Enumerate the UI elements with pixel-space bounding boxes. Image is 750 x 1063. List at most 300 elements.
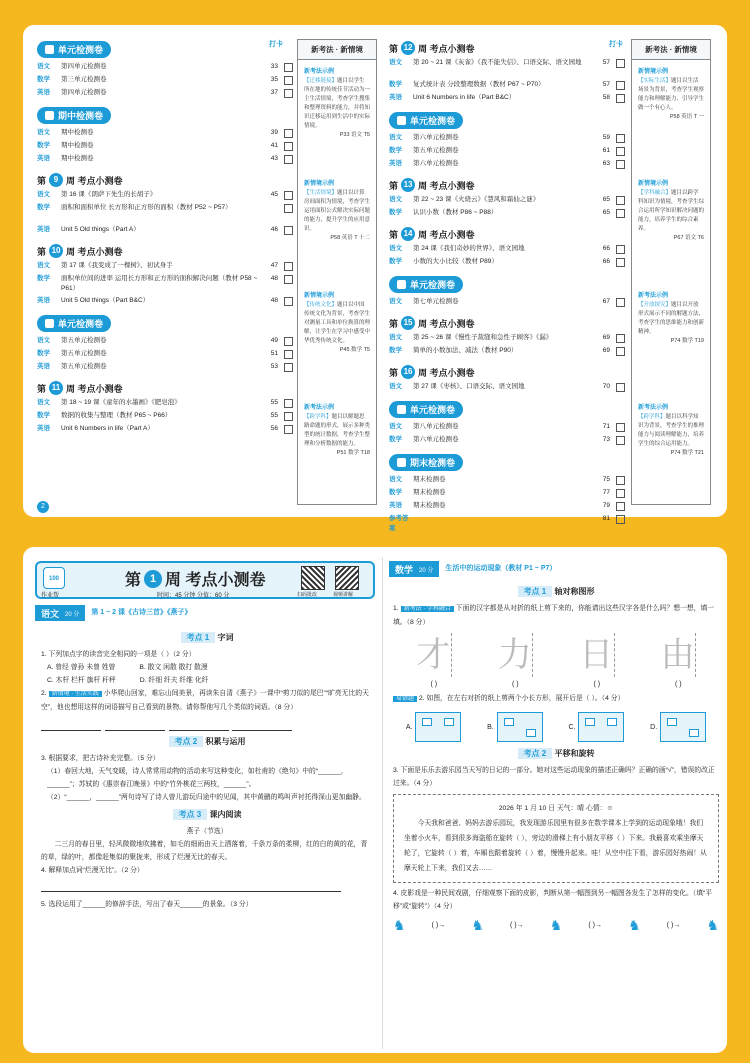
contents-row[interactable] <box>389 244 625 257</box>
tip-text: 题目以解题思路命题的形式，展示多种类型的统计数据，考查学生整理和分析数据的能力。 <box>304 414 371 447</box>
sidebox-title: 新考法 · 新情境 <box>298 40 376 60</box>
checkin-checkbox[interactable] <box>284 89 293 98</box>
tip-tag: 【生活情境】 <box>304 190 338 196</box>
m4: 4. 皮影戏是一种民间戏剧，仔细观察下面的皮影，判断从第一幅图到另一幅图各发生了怎样的变化。（填“平移”或“旋转”）（4 分） <box>393 890 713 910</box>
section-label: 单元检测卷 <box>410 405 456 415</box>
option-letter: A. <box>405 723 413 731</box>
m2-options <box>393 712 719 742</box>
hanzi-answer-1[interactable]: ( ) <box>430 681 438 688</box>
tip-body <box>304 413 370 449</box>
option-figure <box>497 712 543 742</box>
page-divider <box>382 557 383 1049</box>
subject-label: 语文 <box>389 59 402 66</box>
checkin-checkbox[interactable] <box>284 350 293 359</box>
cut-rect <box>444 718 454 726</box>
lesson-title: 第三单元检测卷 <box>61 76 107 83</box>
tip-text: 题目以跨学科知识为情境，考查学生综合运用所学知识解决问题的能力，培养学生的综合素养。 <box>638 190 705 232</box>
contents-row[interactable] <box>37 362 293 375</box>
option-figure <box>660 712 706 742</box>
q3: 3. 根据要求，把古诗补充完整。（5 分） <box>41 755 160 762</box>
checkin-checkbox[interactable] <box>284 76 293 85</box>
mk2: 考点 2 平移和旋转 <box>393 748 719 759</box>
subject-label: 数学 <box>389 147 402 154</box>
folded-character: 由 <box>660 635 695 675</box>
puppet-answer[interactable]: ( )→ <box>431 922 446 929</box>
lesson-title: 期中检测卷 <box>61 129 94 136</box>
tip-text: 题目以科学知识为背景，考查学生的推理能力与阅读理解能力，培养学生的综合运用能力。 <box>638 414 705 447</box>
tip-source: P58 英语 T 一 <box>669 114 704 120</box>
contents-row[interactable] <box>389 488 625 501</box>
lesson-title: 第 20 ~ 21 课《灰雀》《我不能失信》、口语交际、语文园地 <box>413 59 582 66</box>
contents-row[interactable] <box>37 336 293 349</box>
checkin-checkbox[interactable] <box>616 502 625 511</box>
contents-row[interactable] <box>37 274 293 296</box>
contents-row[interactable] <box>389 475 625 488</box>
checkin-checkbox[interactable] <box>616 209 625 218</box>
chinese-score: 20 分 <box>65 611 80 618</box>
contents-row[interactable] <box>389 346 625 359</box>
lesson-title: 认识小数（教材 P86 ~ P88） <box>413 209 498 216</box>
folded-character: 力 <box>497 635 532 675</box>
tip-body <box>638 77 704 113</box>
book-icon <box>397 116 406 125</box>
week-prefix: 第 <box>389 318 399 329</box>
week-number-badge: 16 <box>401 365 415 379</box>
puppet-figure-icon: ♞ <box>393 917 406 933</box>
tip-text: 题目以开放形式展示不同的解题方法，考查学生的思维能力和创新精神。 <box>638 302 705 335</box>
contents-row[interactable] <box>37 154 293 167</box>
checkin-checkbox[interactable] <box>616 489 625 498</box>
daka-label-right: 打卡 <box>609 41 623 48</box>
subject-label: 英语 <box>37 89 50 96</box>
option-1[interactable] <box>406 712 462 742</box>
checkin-checkbox[interactable] <box>616 81 625 90</box>
section-heading <box>389 112 625 129</box>
section-pill <box>37 41 111 58</box>
checkin-checkbox[interactable] <box>616 160 625 169</box>
tip-text: 题目以学生所在地的传统佳节活动为一主生活情境，考查学生搜集和整理资料的能力，并将知识迁移运用到生活中的实际情境。 <box>304 78 371 129</box>
page-ref: 41 <box>270 142 278 149</box>
checkin-checkbox[interactable] <box>284 297 293 306</box>
example-tip <box>638 292 704 396</box>
page-ref: 57 <box>602 59 610 66</box>
page-ref: 55 <box>270 412 278 419</box>
hanzi-answer-3[interactable]: ( ) <box>593 681 601 688</box>
contents-row[interactable] <box>389 514 625 534</box>
subject-label: 数学 <box>389 81 402 88</box>
week-prefix: 第 <box>389 229 399 240</box>
lesson-title: 第四单元检测卷 <box>61 63 107 70</box>
week-heading <box>389 316 625 330</box>
contents-left-column <box>37 35 293 437</box>
lesson-title: 面积和面积单位 长方形和正方形的面积（教材 P52 ~ P57） <box>61 204 232 211</box>
tip-tag: 【实际生活】 <box>638 78 672 84</box>
q5: 5. 选段运用了______的修辞手法，写出了春天______的景象。（3 分） <box>41 901 253 908</box>
page-ref: 53 <box>270 363 278 370</box>
contents-row[interactable] <box>389 195 625 208</box>
answer-line[interactable] <box>105 730 165 731</box>
q4: 4. 解释加点词“烂漫无比”。（2 分） <box>41 867 144 874</box>
tip-body <box>304 301 370 346</box>
lesson-title: Unit 6 Numbers in life（Part B&C） <box>413 94 516 101</box>
contents-row[interactable] <box>389 333 625 346</box>
lesson-title: 简单的小数加法、减法（教材 P90） <box>413 347 518 354</box>
contents-row[interactable] <box>389 93 625 106</box>
week-prefix: 第 <box>389 180 399 191</box>
contents-row[interactable] <box>389 159 625 172</box>
example-tip <box>638 180 704 284</box>
contents-row[interactable] <box>37 75 293 88</box>
week-number-badge: 10 <box>49 244 63 258</box>
checkin-checkbox[interactable] <box>616 334 625 343</box>
tip-title: 新情境示例 <box>638 181 669 187</box>
checkin-checkbox[interactable] <box>284 275 293 284</box>
q1: 1. 下列加点字的读音完全相同的一项是（ ）（2 分） <box>41 651 196 658</box>
subject-label: 英语 <box>389 160 402 167</box>
lesson-title: Unit 6 Numbers in life（Part A） <box>61 425 154 432</box>
math-score: 20 分 <box>419 567 434 574</box>
example-tip <box>304 292 370 396</box>
section-heading <box>389 454 625 471</box>
tip-body <box>638 301 704 337</box>
lesson-title: 第五单元检测卷 <box>61 350 107 357</box>
diary-text: 今天我和爸爸、妈妈去游乐园玩，我发现游乐园里有很多在数学课本上学到的运动现象哦！我们坐着小火车，看到很多海盗船在旋转（ ），旁边的滑梯上有小朋友平移（ ）下来。我最喜欢乘坐摩天轮了，它旋转（ ）着，车厢也跟着旋转（ ）着，慢慢升起来。哇！从空中往下看，游乐园好热闹！从摩天轮上下来，我们又去…… <box>404 820 707 872</box>
m2-tag: 易错题 <box>393 696 417 702</box>
page-ref: 57 <box>602 81 610 88</box>
q1-option-b[interactable]: B. 散文 闲散 散打 散漫 <box>139 664 208 671</box>
contents-row[interactable] <box>37 398 293 411</box>
week-title: 周 考点小测卷 <box>418 229 475 240</box>
puppet-answer[interactable]: ( )→ <box>588 922 602 929</box>
page-ref: 55 <box>270 399 278 406</box>
lesson-title: 第 16 课《朗萨下先生的长胡子》 <box>61 191 157 198</box>
lesson-title: 第 27 课《枣核》、口语交际、语文园地 <box>413 383 525 390</box>
puppet-answer[interactable]: ( )→ <box>666 922 681 929</box>
cut-rect <box>422 718 432 726</box>
subject-label: 语文 <box>37 129 50 136</box>
week-heading <box>37 173 293 187</box>
contents-row[interactable] <box>389 435 625 448</box>
contents-page <box>20 22 730 532</box>
week-number-badge: 11 <box>49 381 63 395</box>
subject-label: 数学 <box>37 275 50 282</box>
checkin-checkbox[interactable] <box>616 196 625 205</box>
section-heading <box>389 276 625 293</box>
contents-row[interactable] <box>389 382 625 395</box>
lesson-title: 第 18 ~ 19 课《童年的水墨画》《肥皂泡》 <box>61 399 181 406</box>
tip-title: 新考法示例 <box>304 69 335 75</box>
checkin-checkbox[interactable] <box>284 191 293 200</box>
checkin-checkbox[interactable] <box>284 204 293 213</box>
q1-option-c[interactable]: C. 木杆 栏杆 旗杆 秆秤 <box>47 677 116 684</box>
section-label: 单元检测卷 <box>410 280 456 290</box>
mk1: 考点 1 轴对称图形 <box>393 586 719 597</box>
page-ref: 63 <box>602 160 610 167</box>
contents-row[interactable] <box>389 297 625 310</box>
subject-label: 英语 <box>37 425 50 432</box>
checkin-checkbox[interactable] <box>616 94 625 103</box>
checkin-checkbox[interactable] <box>616 59 625 68</box>
contents-row[interactable] <box>37 225 293 238</box>
tip-tag: 【迁移链接】 <box>304 78 338 84</box>
subject-label: 语文 <box>389 334 402 341</box>
checkin-checkbox[interactable] <box>284 363 293 372</box>
checkin-checkbox[interactable] <box>284 425 293 434</box>
checkin-checkbox[interactable] <box>284 129 293 138</box>
chinese-label: 语文 <box>41 608 60 619</box>
cut-rect <box>585 718 595 726</box>
lesson-title: 期末检测卷 <box>413 502 446 509</box>
lesson-title: 第七单元检测卷 <box>413 298 459 305</box>
checkin-checkbox[interactable] <box>284 399 293 408</box>
subject-label: 语文 <box>389 134 402 141</box>
tip-tag: 【跨学科】 <box>638 414 666 420</box>
checkin-checkbox[interactable] <box>616 258 625 267</box>
contents-row[interactable] <box>37 296 293 309</box>
cut-rect <box>607 718 617 726</box>
page-ref: 67 <box>602 298 610 305</box>
q3a: （1）春回大地，天气变暖，诗人常常用动物的活动来写这种变化，如杜甫的《绝句》中的“______，______”；苏轼的《惠崇春江晚景》中的“竹外桃花三两枝，______”。 <box>47 768 348 788</box>
option-2[interactable] <box>487 712 543 742</box>
hanzi-answer-4[interactable]: ( ) <box>674 681 682 688</box>
week-title: 周 考点小测卷 <box>66 175 123 186</box>
q3b: （2）“______，______”两句诗写了诗人曾儿游玩归途中的见闻，其中黄鹂的鸣叫声衬托得深山更加幽静。 <box>47 794 366 801</box>
lesson-title: 第六单元检测卷 <box>413 160 459 167</box>
subject-label: 数学 <box>37 412 50 419</box>
math-topic: 生活中的运动现象（教材 P1 ~ P7） <box>439 561 721 577</box>
kd3: 考点 3 课内阅读 <box>41 809 373 820</box>
subject-label: 英语 <box>389 94 402 101</box>
page-ref: 39 <box>270 129 278 136</box>
subject-label: 语文 <box>389 196 402 203</box>
quiz-header <box>35 561 375 599</box>
lesson-title: 第四单元检测卷 <box>61 89 107 96</box>
tip-title: 新考法示例 <box>638 405 669 411</box>
folded-character: 才 <box>416 635 451 675</box>
tip-tag: 【学科融合】 <box>638 190 672 196</box>
tip-source: P67 语文 T6 <box>673 235 704 241</box>
page-ref: 59 <box>602 134 610 141</box>
week-heading <box>37 244 293 258</box>
qr-code-video[interactable] <box>335 566 359 590</box>
section-label: 期末检测卷 <box>410 458 456 468</box>
page-ref: 43 <box>270 155 278 162</box>
subject-label: 语文 <box>37 399 50 406</box>
chinese-questions: 考点 1 字词 1. 下列加点字的读音完全相同的一项是（ ）（2 分） A. 曾经 曾孙 未曾 姓曾 B. 散文 闲散 散打 散漫 C. 木杆 栏杆 旗杆 秆秤 D. 纤细 纤夫 纤维 化纤 2. 新情境 · 生活实践 小华爬山回家，难忘山间美景，再读朱自清《燕子》一课中“剪刀似的尾巴”“旷亮无比的天空”，他也想用这样的词语描写自己看到的景物。请你帮他写几个类似的词语。（8 分） 考点 2 积累与运用 3. 根据要求，把古诗补充完整。（5 分） （1）春回大地，天气变暖，诗人常常用动物的活动来写这种变化，如杜甫的《绝句》中的“______，______”；苏轼的《惠崇春江晚景》中的“竹外桃花三两枝，______”。 （2）“______，______”两句诗写了诗人曾儿游玩归途中的见闻，其中黄鹂的鸣叫声衬托得深山更加幽静。 考点 3 课内阅读 燕子（节选） 二三月的春日里，轻风微微地吹拂着，如毛的细雨由天上洒落着，千条万条的柔柳，红的白的黄的花，青的草，绿的叶，都像赶集似的聚拢来，形成了烂漫无比的春天。 4. 解释加点词“烂漫无比”。（2 分） 5. 选段运用了______的修辞手法，写出了春天______的景象。（3 分） <box>41 627 373 911</box>
lesson-title: 第六单元检测卷 <box>413 134 459 141</box>
cut-rect <box>667 718 677 726</box>
page-ref: 65 <box>602 209 610 216</box>
checkin-checkbox[interactable] <box>284 262 293 271</box>
contents-row[interactable] <box>389 257 625 270</box>
week-number-badge: 15 <box>401 316 415 330</box>
page-ref: 75 <box>602 476 610 483</box>
week-prefix: 第 <box>37 175 47 186</box>
page-ref: 48 <box>270 275 278 282</box>
page-ref: 65 <box>602 196 610 203</box>
checkin-checkbox[interactable] <box>616 436 625 445</box>
page-ref: 70 <box>602 383 610 390</box>
tip-title: 新考法示例 <box>638 293 669 299</box>
tip-title: 新情境示例 <box>638 69 669 75</box>
sidebox-title: 新考法 · 新情境 <box>632 40 710 60</box>
lesson-title: 复式统计表 分段整理数据（教材 P67 ~ P70） <box>413 81 545 88</box>
cut-rect <box>504 718 514 726</box>
lesson-title: 小数的大小比较（教材 P89） <box>413 258 498 265</box>
week-title: 周 考点小测卷 <box>418 180 475 191</box>
answer-line[interactable] <box>41 730 101 731</box>
week-title: 周 考点小测卷 <box>418 43 475 54</box>
page-ref: 45 <box>270 191 278 198</box>
lesson-title: 第 24 课《我们奇妙的世界》、语文园地 <box>413 245 525 252</box>
puppet-figure-icon: ♞ <box>471 917 484 933</box>
checkin-checkbox[interactable] <box>616 515 625 524</box>
week-title: 周 考点小测卷 <box>66 246 123 257</box>
contents-row[interactable] <box>37 411 293 424</box>
contents-row[interactable] <box>389 422 625 435</box>
contents-row[interactable] <box>389 501 625 514</box>
q2-tag: 新情境 · 生活实践 <box>49 691 102 697</box>
subject-label: 数学 <box>389 209 402 216</box>
q1-option-a[interactable]: A. 曾经 曾孙 未曾 姓曾 <box>47 664 116 671</box>
option-letter: C. <box>568 723 576 731</box>
tip-body <box>638 189 704 234</box>
option-figure <box>415 712 461 742</box>
qr-code-grade[interactable] <box>301 566 325 590</box>
math-questions: 考点 1 轴对称图形 1. 新考法 · 学科融合 下面的汉字都是从对折的纸上剪下来的，你能请出这些汉字各是什么吗？想一想，填一填。（8 分） 才 力 日 由 ( ) ( ) ( ) ( ) 易错题 2. 如图，在左右对折的纸上剪两个小长方形，展开后是（ ）。（4 分） A. B. C. D. 考点 2 平移和旋转 3. 下面是乐乐去游乐园当天写的日记的一部分。她对这些运动现象的描述正确吗？正确的画“√”，错误的改正过来。（4 分） 2026 年 1 月 10 日 天气：晴 心情：☺ 今天我和爸爸、妈妈去游乐园玩，我发现游乐园里有很多在数学课本上学到的运动现象哦！我们坐着小火车，看到很多海盗船在旋转（ ），旁边的滑梯上有小朋友平移（ ）下来。我最喜欢乘坐摩天轮了，它旋转（ ）着，车厢也跟着旋转（ ）着，慢慢升起来。哇！从空中往下看，游乐园好热闹！从摩天轮上下来，我们又去…… 4. 皮影戏是一种民间戏剧，仔细观察下面的皮影，判断从第一幅图到另一幅图各发生了怎样的变化。（填“平移”或“旋转”）（4 分） ♞ ( )→ ♞ ( )→ ♞ ( )→ ♞ ( )→ ♞ <box>393 587 719 933</box>
kd1: 考点 1 字词 <box>41 632 373 643</box>
week-prefix: 第 <box>389 43 399 54</box>
contents-row[interactable] <box>37 203 293 225</box>
diary-box <box>393 794 719 883</box>
week-prefix: 第 <box>37 246 47 257</box>
new-method-box-left <box>297 39 377 505</box>
checkin-checkbox[interactable] <box>616 383 625 392</box>
q4-answer-line[interactable] <box>41 891 341 892</box>
checkin-checkbox[interactable] <box>284 226 293 235</box>
contents-row[interactable] <box>37 190 293 203</box>
contents-row[interactable] <box>37 141 293 154</box>
contents-row[interactable] <box>389 208 625 221</box>
page-ref: 71 <box>602 423 610 430</box>
contents-row[interactable] <box>37 88 293 101</box>
contents-row[interactable] <box>389 80 625 93</box>
tip-body <box>304 189 370 234</box>
checkin-checkbox[interactable] <box>284 155 293 164</box>
checkin-checkbox[interactable] <box>616 245 625 254</box>
subject-label: 参考答案 <box>389 515 409 532</box>
contents-row[interactable] <box>37 128 293 141</box>
tip-source: P74 数学 T21 <box>670 450 704 456</box>
math-label: 数学 <box>395 564 414 575</box>
answer-line[interactable] <box>169 730 229 731</box>
puppet-answer[interactable]: ( )→ <box>510 922 524 929</box>
subject-label: 语文 <box>37 262 50 269</box>
lesson-title: 第五单元检测卷 <box>61 337 107 344</box>
cut-rect <box>526 729 536 737</box>
book-icon <box>397 458 406 467</box>
book-icon <box>397 280 406 289</box>
checkin-checkbox[interactable] <box>284 63 293 72</box>
m1-tag: 新考法 · 学科融合 <box>401 606 454 612</box>
subject-label: 语文 <box>37 337 50 344</box>
page-ref: 73 <box>602 436 610 443</box>
week-number-badge: 12 <box>401 41 415 55</box>
m3: 3. 下面是乐乐去游乐园当天写的日记的一部分。她对这些运动现象的描述正确吗？正确的画“√”，错误的改正过来。（4 分） <box>393 767 715 787</box>
subject-label: 数学 <box>389 258 402 265</box>
example-tip <box>304 180 370 284</box>
book-icon <box>45 111 54 120</box>
checkin-checkbox[interactable] <box>284 337 293 346</box>
subject-label: 英语 <box>37 226 50 233</box>
page-ref: 69 <box>602 347 610 354</box>
reading-text: 二三月的春日里，轻风微微地吹拂着，如毛的细雨由天上洒落着，千条万条的柔柳，红的白的黄的花，青的草，绿的叶，都像赶集似的聚拢来，形成了烂漫无比的春天。 <box>41 840 368 861</box>
week-title: 周 考点小测卷 <box>418 367 475 378</box>
option-3[interactable] <box>568 712 624 742</box>
cut-rect <box>689 729 699 737</box>
checkin-checkbox[interactable] <box>616 134 625 143</box>
page-ref: 66 <box>602 258 610 265</box>
subject-label: 英语 <box>37 155 50 162</box>
new-method-box-right <box>631 39 711 505</box>
hanzi-answer-2[interactable]: ( ) <box>511 681 519 688</box>
checkin-checkbox[interactable] <box>616 147 625 156</box>
subject-label: 数学 <box>389 436 402 443</box>
week-prefix: 第 <box>389 367 399 378</box>
lesson-title: 期末检测卷 <box>413 489 446 496</box>
quiz-page <box>20 544 730 1056</box>
contents-row[interactable] <box>389 146 625 159</box>
contents-row[interactable] <box>389 133 625 146</box>
page-ref: 61 <box>602 147 610 154</box>
brand-logo: 100 <box>43 567 65 589</box>
contents-row[interactable] <box>37 261 293 274</box>
contents-row[interactable] <box>389 58 625 80</box>
option-4[interactable] <box>650 712 706 742</box>
lesson-title: 第 17 课《我变成了一棵树》、初试身手 <box>61 262 173 269</box>
checkin-checkbox[interactable] <box>284 142 293 151</box>
contents-row[interactable] <box>37 424 293 437</box>
checkin-checkbox[interactable] <box>616 298 625 307</box>
checkin-checkbox[interactable] <box>616 476 625 485</box>
option-figure <box>578 712 624 742</box>
subject-label: 数学 <box>37 76 50 83</box>
lesson-title: 第 25 ~ 26 课《慢性子裁缝和急性子顾客》《漏》 <box>413 334 553 341</box>
checkin-checkbox[interactable] <box>284 412 293 421</box>
option-letter: D. <box>650 723 658 731</box>
checkin-checkbox[interactable] <box>616 347 625 356</box>
week-heading <box>389 41 625 55</box>
subject-label: 数学 <box>37 204 50 211</box>
section-label: 单元检测卷 <box>58 45 104 55</box>
subject-label: 数学 <box>389 347 402 354</box>
tip-tag: 【开放探究】 <box>638 302 672 308</box>
week-title: 周 考点小测卷 <box>66 383 123 394</box>
qr2-label: 视频讲解 <box>333 592 354 598</box>
subject-label: 语文 <box>37 191 50 198</box>
checkin-checkbox[interactable] <box>616 423 625 432</box>
lesson-title: 期中检测卷 <box>61 155 94 162</box>
contents-right-column <box>389 35 625 534</box>
section-pill <box>37 315 111 332</box>
contents-row[interactable] <box>37 349 293 362</box>
q1-option-d[interactable]: D. 纤细 纤夫 纤维 化纤 <box>139 677 209 684</box>
subject-label: 语文 <box>389 383 402 390</box>
contents-row[interactable] <box>37 62 293 75</box>
daka-label-left: 打卡 <box>269 41 283 48</box>
m2: 2. 如图，在左右对折的纸上剪两个小长方形，展开后是（ ）。（4 分） <box>418 695 625 702</box>
answer-line[interactable] <box>232 730 292 731</box>
